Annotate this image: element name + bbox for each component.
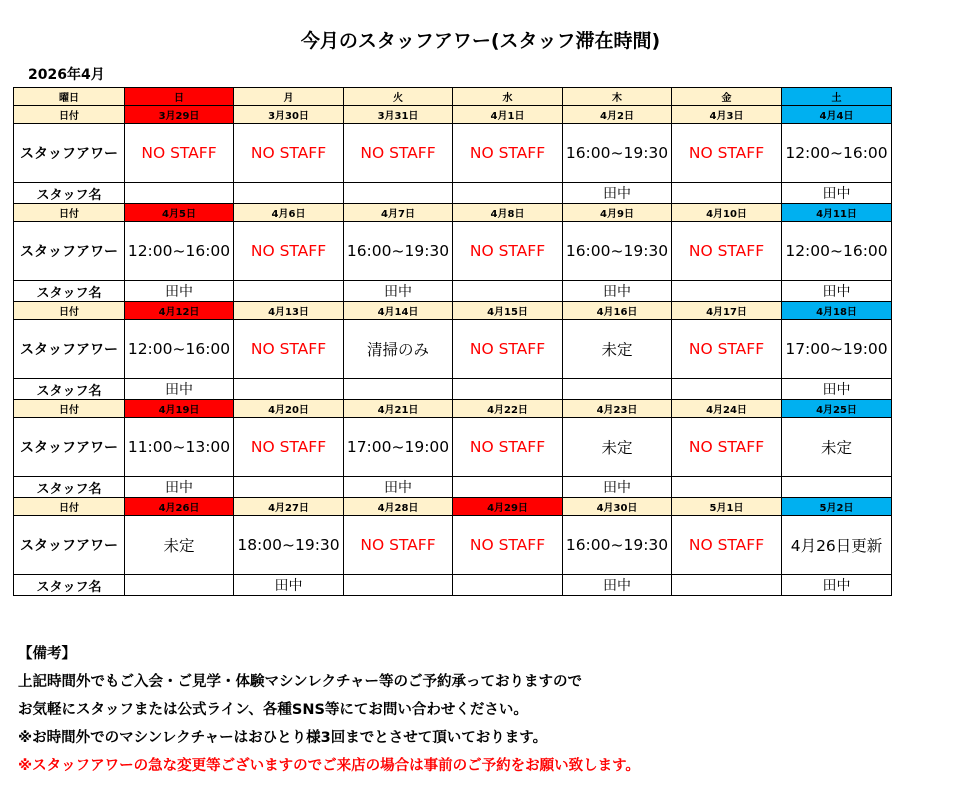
date-cell: 5月2日	[782, 498, 892, 516]
hours-cell: NO STAFF	[234, 418, 344, 477]
date-cell: 4月28日	[344, 498, 453, 516]
staff-cell	[344, 379, 453, 400]
date-cell: 4月12日	[125, 302, 234, 320]
date-cell: 4月6日	[234, 204, 344, 222]
date-row-label: 日付	[14, 204, 125, 222]
weekday-sun: 日	[125, 88, 234, 106]
staff-row-label: スタッフ名	[14, 575, 125, 596]
notes-heading: 【備考】	[18, 646, 76, 662]
staff-cell	[782, 477, 892, 498]
hours-row-label: スタッフアワー	[14, 418, 125, 477]
hours-cell: 未定	[125, 516, 234, 575]
date-cell: 4月3日	[672, 106, 782, 124]
hours-cell: 12:00~16:00	[125, 320, 234, 379]
staff-row-label: スタッフ名	[14, 379, 125, 400]
hours-cell: NO STAFF	[453, 418, 563, 477]
notes-section	[18, 640, 640, 780]
week-3-staff-row	[14, 379, 892, 400]
notes-line-1: 上記時間外でもご入会・ご見学・体験マシンレクチャー等のご予約承っておりますので	[18, 674, 583, 690]
date-cell: 3月30日	[234, 106, 344, 124]
hours-cell: 16:00~19:30	[344, 222, 453, 281]
staff-cell	[234, 183, 344, 204]
staff-cell	[672, 575, 782, 596]
hours-cell: NO STAFF	[234, 320, 344, 379]
staff-cell	[453, 575, 563, 596]
staff-cell: 田中	[782, 379, 892, 400]
date-cell: 4月22日	[453, 400, 563, 418]
staff-cell	[125, 183, 234, 204]
hours-cell: 未定	[563, 418, 672, 477]
staff-cell: 田中	[234, 575, 344, 596]
hours-cell: NO STAFF	[453, 222, 563, 281]
date-cell: 4月1日	[453, 106, 563, 124]
staff-cell: 田中	[344, 281, 453, 302]
hours-cell: NO STAFF	[672, 418, 782, 477]
hours-row-label: スタッフアワー	[14, 222, 125, 281]
hours-cell: NO STAFF	[453, 320, 563, 379]
notes-line-3: ※お時間外でのマシンレクチャーはおひとり様3回までとさせて頂いております。	[18, 730, 548, 746]
week-4-hours-row	[14, 418, 892, 477]
hours-cell: NO STAFF	[453, 124, 563, 183]
week-1-staff-row	[14, 183, 892, 204]
staff-cell	[672, 183, 782, 204]
weekday-tue: 火	[344, 88, 453, 106]
staff-cell	[453, 379, 563, 400]
date-cell: 4月7日	[344, 204, 453, 222]
date-cell: 4月15日	[453, 302, 563, 320]
staff-cell: 田中	[563, 477, 672, 498]
date-cell: 4月29日	[453, 498, 563, 516]
hours-cell: 12:00~16:00	[125, 222, 234, 281]
weekday-mon: 月	[234, 88, 344, 106]
week-2-date-row	[14, 204, 892, 222]
week-4-date-row	[14, 400, 892, 418]
hours-cell: 12:00~16:00	[782, 124, 892, 183]
hours-cell: 17:00~19:00	[344, 418, 453, 477]
date-cell: 4月20日	[234, 400, 344, 418]
staff-cell	[672, 477, 782, 498]
date-cell: 4月24日	[672, 400, 782, 418]
hours-cell: NO STAFF	[672, 320, 782, 379]
date-row-label: 日付	[14, 400, 125, 418]
staff-cell	[234, 379, 344, 400]
staff-cell	[672, 379, 782, 400]
hours-cell: NO STAFF	[672, 222, 782, 281]
hours-cell: 18:00~19:30	[234, 516, 344, 575]
date-cell: 4月23日	[563, 400, 672, 418]
date-cell: 4月17日	[672, 302, 782, 320]
staff-cell	[344, 183, 453, 204]
staff-cell: 田中	[782, 183, 892, 204]
date-cell: 4月19日	[125, 400, 234, 418]
week-4-staff-row	[14, 477, 892, 498]
date-cell: 4月11日	[782, 204, 892, 222]
week-3-date-row	[14, 302, 892, 320]
notes-line-2: お気軽にスタッフまたは公式ライン、各種SNS等にてお問い合わせください。	[18, 702, 528, 718]
date-row-label: 日付	[14, 302, 125, 320]
date-cell: 4月16日	[563, 302, 672, 320]
hours-cell: 16:00~19:30	[563, 516, 672, 575]
date-cell: 4月9日	[563, 204, 672, 222]
staff-cell: 田中	[563, 281, 672, 302]
weekday-header-label: 曜日	[14, 88, 125, 106]
hours-cell: 12:00~16:00	[782, 222, 892, 281]
date-cell: 4月14日	[344, 302, 453, 320]
hours-cell: NO STAFF	[453, 516, 563, 575]
hours-cell: 4月26日更新	[782, 516, 892, 575]
date-cell: 3月31日	[344, 106, 453, 124]
schedule-table	[13, 87, 892, 596]
hours-cell: 17:00~19:00	[782, 320, 892, 379]
date-cell: 4月4日	[782, 106, 892, 124]
hours-cell: NO STAFF	[234, 124, 344, 183]
hours-row-label: スタッフアワー	[14, 320, 125, 379]
week-3-hours-row	[14, 320, 892, 379]
hours-cell: 未定	[782, 418, 892, 477]
staff-cell: 田中	[782, 281, 892, 302]
date-cell: 4月25日	[782, 400, 892, 418]
staff-cell	[672, 281, 782, 302]
date-cell: 4月10日	[672, 204, 782, 222]
date-cell: 4月18日	[782, 302, 892, 320]
date-cell: 3月29日	[125, 106, 234, 124]
week-5-staff-row	[14, 575, 892, 596]
hours-cell: NO STAFF	[344, 516, 453, 575]
staff-row-label: スタッフ名	[14, 281, 125, 302]
date-cell: 4月21日	[344, 400, 453, 418]
date-cell: 4月13日	[234, 302, 344, 320]
hours-cell: 16:00~19:30	[563, 222, 672, 281]
hours-row-label: スタッフアワー	[14, 124, 125, 183]
date-cell: 4月26日	[125, 498, 234, 516]
hours-cell: NO STAFF	[672, 124, 782, 183]
hours-cell: 16:00~19:30	[563, 124, 672, 183]
date-cell: 4月30日	[563, 498, 672, 516]
weekday-wed: 水	[453, 88, 563, 106]
staff-cell	[453, 281, 563, 302]
staff-cell	[563, 379, 672, 400]
staff-cell	[234, 281, 344, 302]
month-label: 2026年4月	[28, 67, 105, 83]
week-5-hours-row	[14, 516, 892, 575]
hours-row-label: スタッフアワー	[14, 516, 125, 575]
staff-cell	[125, 575, 234, 596]
hours-cell: NO STAFF	[125, 124, 234, 183]
staff-cell: 田中	[125, 281, 234, 302]
week-2-hours-row	[14, 222, 892, 281]
staff-cell: 田中	[125, 379, 234, 400]
week-5-date-row	[14, 498, 892, 516]
date-row-label: 日付	[14, 106, 125, 124]
staff-cell: 田中	[125, 477, 234, 498]
staff-cell: 田中	[344, 477, 453, 498]
date-cell: 4月5日	[125, 204, 234, 222]
hours-cell: NO STAFF	[344, 124, 453, 183]
week-1-hours-row	[14, 124, 892, 183]
hours-cell: 清掃のみ	[344, 320, 453, 379]
date-cell: 4月27日	[234, 498, 344, 516]
weekday-thu: 木	[563, 88, 672, 106]
staff-row-label: スタッフ名	[14, 477, 125, 498]
hours-cell: NO STAFF	[672, 516, 782, 575]
date-cell: 5月1日	[672, 498, 782, 516]
weekday-header-row	[14, 88, 892, 106]
page-title: 今月のスタッフアワー(スタッフ滞在時間)	[300, 30, 661, 52]
date-cell: 4月2日	[563, 106, 672, 124]
staff-cell: 田中	[782, 575, 892, 596]
staff-cell: 田中	[563, 575, 672, 596]
week-1-date-row	[14, 106, 892, 124]
week-2-staff-row	[14, 281, 892, 302]
staff-row-label: スタッフ名	[14, 183, 125, 204]
staff-cell	[453, 477, 563, 498]
hours-cell: NO STAFF	[234, 222, 344, 281]
staff-cell	[453, 183, 563, 204]
date-cell: 4月8日	[453, 204, 563, 222]
staff-cell	[344, 575, 453, 596]
hours-cell: 未定	[563, 320, 672, 379]
weekday-fri: 金	[672, 88, 782, 106]
staff-cell: 田中	[563, 183, 672, 204]
notes-warning: ※スタッフアワーの急な変更等ございますのでご来店の場合は事前のご予約をお願い致します。	[18, 758, 640, 774]
date-row-label: 日付	[14, 498, 125, 516]
hours-cell: 11:00~13:00	[125, 418, 234, 477]
staff-cell	[234, 477, 344, 498]
weekday-sat: 土	[782, 88, 892, 106]
